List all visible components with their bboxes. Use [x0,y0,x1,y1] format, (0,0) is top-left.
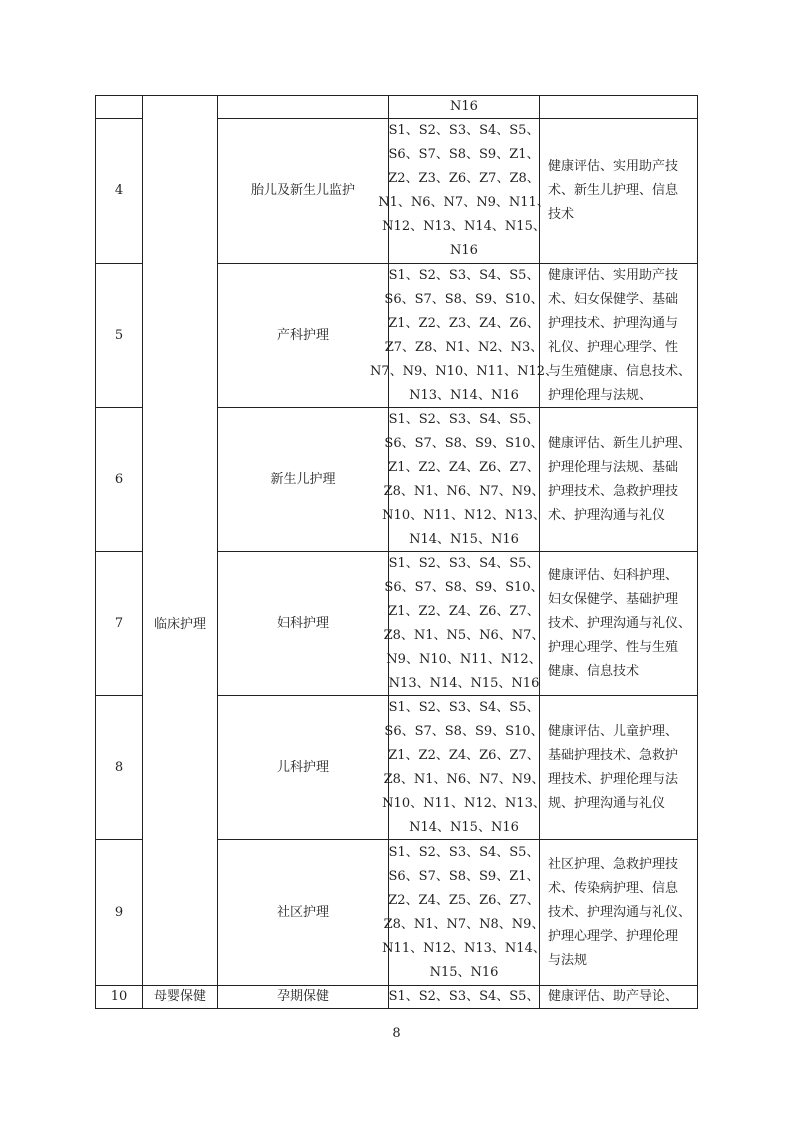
course-name [217,407,389,552]
supporting-courses [539,695,698,840]
cell-text: 健康评估、新生儿护理、 [548,435,692,451]
cell-text: 胎儿及新生儿监护 [250,183,355,198]
category-cell [142,985,218,1009]
cell-text: 技术、护理沟通与礼仪、 [548,615,692,631]
cell-text: N12、N13、N14、N15、 [382,219,546,234]
supporting-courses [539,839,698,986]
cell-text: 术、护理沟通与礼仪 [548,507,666,523]
cell-text: 社区护理 [276,904,329,920]
cell-text: Z1、Z2、Z4、Z6、Z7、 [388,459,540,475]
cell-text: N16 [450,99,478,114]
cell-text: S6、S7、S8、S9、Z1、 [388,147,540,162]
cell-text: 与生殖健康、信息技术、 [548,363,692,379]
cell-text: 健康评估、实用助产技 [548,159,679,174]
cell-text: 母婴保健 [153,989,206,1004]
cell-text: 产科护理 [276,327,329,343]
cell-text: 护理心理学、性与生殖 [548,639,679,655]
cell-text: 新生儿护理 [270,471,336,487]
cell-text: S6、S7、S8、S9、S10、 [384,291,544,307]
cell-text: N7、N9、N10、N11、N12、 [369,363,559,379]
cell-text: 妇女保健学、基础护理 [548,591,679,607]
cell-text: 健康评估、妇科护理、 [548,567,679,583]
ability-codes [382,407,546,552]
cell-text: S1、S2、S3、S4、S5、 [388,699,540,715]
cell-text: 10 [110,989,128,1004]
cell-text: 与法规 [548,952,588,968]
cell-text: S6、S7、S8、S9、S10、 [384,579,544,595]
cell-text: 健康评估、儿童护理、 [548,723,679,739]
cell-text: Z8、N1、N7、N8、N9、 [383,916,545,932]
cell-text: N16 [450,243,478,258]
cell-text: Z1、Z2、Z4、Z6、Z7、 [388,603,540,619]
ability-codes [388,985,540,1009]
row-number [95,263,143,408]
cell-text: 技术、护理沟通与礼仪、 [548,904,692,920]
cell-text: 5 [114,327,124,343]
cell-text: 礼仪、护理心理学、性 [548,339,679,355]
cell-text: N10、N11、N12、N13、 [382,507,546,523]
cell-text: S6、S7、S8、S9、S10、 [384,723,544,739]
row-number [95,118,143,264]
supporting-courses [539,95,698,119]
cell-text: N15、N16 [429,964,499,980]
cell-text: 儿科护理 [276,759,329,775]
course-name [217,839,389,986]
cell-text: 6 [114,471,124,487]
cell-text: 社区护理、急救护理技 [548,856,679,872]
cell-text: 护理心理学、护理伦理 [548,928,679,944]
cell-text: 护理技术、急救护理技 [548,483,679,499]
row-number [95,407,143,552]
cell-text: N1、N6、N7、N9、N11、 [378,195,550,210]
ability-codes [369,263,559,408]
page-number: 8 [392,1026,401,1041]
ability-codes [382,839,546,986]
row-number [95,839,143,986]
cell-text: 术、妇女保健学、基础 [548,291,679,307]
cell-text: 妇科护理 [276,615,329,631]
cell-text: S6、S7、S8、S9、Z1、 [388,868,540,884]
cell-text: 7 [114,615,124,631]
cell-text: 规、护理沟通与礼仪 [548,795,666,811]
cell-text: S1、S2、S3、S4、S5、 [388,267,540,283]
cell-text: N10、N11、N12、N13、 [382,795,546,811]
course-name [217,95,389,119]
supporting-courses [539,551,698,696]
supporting-courses [539,985,698,1009]
cell-text: 技术 [548,207,575,222]
cell-text: S1、S2、S3、S4、S5、 [388,555,540,571]
category-label: 临床护理 [153,617,206,632]
cell-text: 护理伦理与法规、基础 [548,459,679,475]
row-number [95,551,143,696]
row-number [95,985,143,1009]
cell-text: Z8、N1、N6、N7、N9、 [383,483,545,499]
supporting-courses [539,118,698,264]
course-name [217,985,389,1009]
cell-text: Z7、Z8、N1、N2、N3、 [384,339,544,355]
supporting-courses [539,407,698,552]
cell-text: 基础护理技术、急救护 [548,747,679,763]
row-number [95,95,143,119]
cell-text: 9 [114,904,124,920]
cell-text: 术、新生儿护理、信息 [548,183,679,198]
course-name [217,551,389,696]
cell-text: 4 [114,183,124,198]
cell-text: Z2、Z4、Z5、Z6、Z7、 [388,892,540,908]
ability-codes [388,95,540,119]
cell-text: Z1、Z2、Z4、Z6、Z7、 [388,747,540,763]
course-name [217,695,389,840]
row-number [95,695,143,840]
cell-text: N9、N10、N11、N12、 [386,651,542,667]
ability-codes [383,551,545,696]
supporting-courses [539,263,698,408]
cell-text: N14、N15、N16 [409,531,519,547]
cell-text: Z8、N1、N6、N7、N9、 [383,771,545,787]
cell-text: 健康、信息技术 [548,663,640,679]
cell-text: 健康评估、助产导论、 [548,989,679,1004]
course-name [217,263,389,408]
cell-text: S1、S2、S3、S4、S5、 [388,844,540,860]
course-name [217,118,389,264]
cell-text: 护理技术、护理沟通与 [548,315,679,331]
cell-text: Z1、Z2、Z3、Z4、Z6、 [388,315,540,331]
cell-text: 8 [114,759,124,775]
cell-text: N13、N14、N15、N16 [388,675,540,691]
category-cell-merged [142,95,218,986]
cell-text: Z8、N1、N5、N6、N7、 [383,627,545,643]
cell-text: 健康评估、实用助产技 [548,267,679,283]
cell-text: N13、N14、N16 [409,387,519,403]
cell-text: N11、N12、N13、N14、 [382,940,546,956]
cell-text: Z2、Z3、Z6、Z7、Z8、 [388,171,540,186]
cell-text: 理技术、护理伦理与法 [548,771,679,787]
ability-codes [382,695,546,840]
cell-text: N14、N15、N16 [409,819,519,835]
cell-text: 术、传染病护理、信息 [548,880,679,896]
cell-text: S6、S7、S8、S9、S10、 [384,435,544,451]
cell-text: S1、S2、S3、S4、S5、 [388,123,540,138]
ability-codes [378,118,550,264]
cell-text: 孕期保健 [276,989,329,1004]
cell-text: S1、S2、S3、S4、S5、 [388,989,540,1004]
cell-text: 护理伦理与法规、 [548,387,653,403]
cell-text: S1、S2、S3、S4、S5、 [388,411,540,427]
